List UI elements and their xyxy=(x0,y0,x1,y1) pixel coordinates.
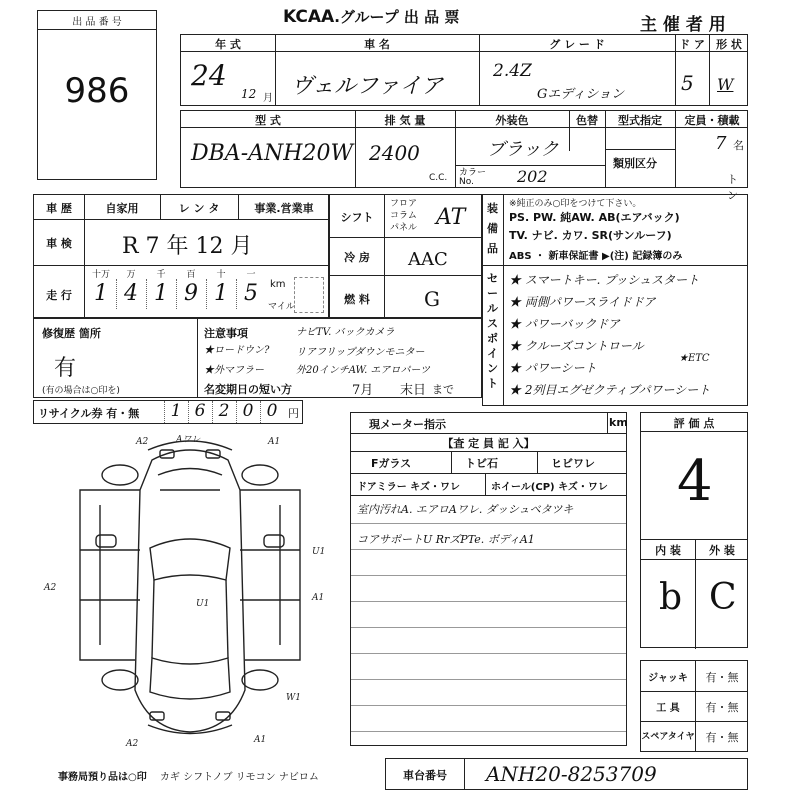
exterior-value: C xyxy=(709,577,737,618)
meter-label: 現メーター指示 xyxy=(369,418,446,431)
ac-label: 冷 房 xyxy=(344,251,370,264)
interior-value: b xyxy=(659,577,683,618)
capacity-label: 定員・積載 xyxy=(684,114,740,127)
equipment-line-3: ABS ・ 新車保証書 ▶(注) 記録簿のみ xyxy=(509,251,683,262)
mileage-digit: 1 xyxy=(214,281,228,306)
color-label: 外装色 xyxy=(495,114,529,127)
business-label: 事業.営業車 xyxy=(254,202,314,215)
mile-unit: マイル xyxy=(268,302,295,312)
repair-note: (有の場合は○印を) xyxy=(42,386,120,396)
office-items: カギ シフトノブ リモコン ナビロム xyxy=(159,772,319,783)
notes-item-5: 外20インチAW. エアロパーツ xyxy=(296,365,431,376)
color-no-value: 202 xyxy=(517,167,548,186)
mileage-digit-header: 十万 xyxy=(91,270,110,280)
mileage-digit: 9 xyxy=(184,281,198,306)
selling-point-item: ★ パワーシート xyxy=(509,361,597,375)
chassis-label: 車台番号 xyxy=(403,769,447,782)
damage-mark: W1 xyxy=(286,693,301,703)
shift-option-panel: パネル xyxy=(390,223,418,233)
mileage-label: 走 行 xyxy=(46,289,72,302)
comment-line-2: コアサポートU RrズPTe. ボディA1 xyxy=(357,533,535,546)
damage-mark: A1 xyxy=(268,437,281,447)
designation-label: 型式指定 xyxy=(618,114,662,127)
damage-mark: U1 xyxy=(196,599,210,609)
lot-number-box xyxy=(37,10,157,180)
mileage-digit-header: 百 xyxy=(186,270,196,280)
glass-label: Fガラス xyxy=(371,457,412,470)
shape-label: 形 状 xyxy=(716,38,742,51)
shape-value: W xyxy=(717,75,734,94)
chassis-table xyxy=(385,758,748,790)
tools-options: 有・無 xyxy=(705,701,739,714)
private-use-label: 自家用 xyxy=(105,202,139,215)
notes-item-3: ナビTV. バックカメラ xyxy=(296,327,395,338)
chassis-value: ANH20-8253709 xyxy=(486,762,657,786)
damage-mark: A2 xyxy=(136,437,149,447)
equipment-line-1: PS. PW. 純AW. AB(エアバック) xyxy=(509,211,680,224)
grade-value-2: Gエディション xyxy=(537,87,625,102)
recycle-digit: 0 xyxy=(266,401,278,421)
shift-value: AT xyxy=(436,205,466,230)
mileage-digit-header: 一 xyxy=(246,270,256,280)
notes-item-2: ★外マフラー xyxy=(204,365,264,376)
jack-options: 有・無 xyxy=(705,671,739,684)
etc-note: ★ETC xyxy=(679,353,710,364)
name-change-label: 名変期日の短い方 xyxy=(204,383,292,396)
cc-unit: C.C. xyxy=(429,173,448,183)
glass-crack-option: ヒビワレ xyxy=(551,457,595,470)
equipment-table xyxy=(482,194,748,406)
fuel-value: G xyxy=(424,287,440,311)
yen-unit: 円 xyxy=(288,407,299,420)
recycle-digit: 6 xyxy=(194,401,206,421)
mileage-digit: 4 xyxy=(124,281,138,306)
door-label: ド ア xyxy=(679,38,705,51)
shift-option-floor: フロア xyxy=(390,199,418,209)
selling-points-label: セールスポイント xyxy=(487,272,498,390)
recycle-digit: 2 xyxy=(218,401,230,421)
glass-chip-option: トビ石 xyxy=(465,457,498,470)
repair-label: 修復歴 箇所 xyxy=(42,327,101,340)
notes-label: 注意事項 xyxy=(204,327,248,340)
office-label: 事務局預り品は○印 xyxy=(58,772,147,783)
jack-label: ジャッキ xyxy=(648,673,688,684)
shift-table xyxy=(329,194,482,318)
repaint-label: 色替 xyxy=(576,114,598,127)
selling-point-item: ★ スマートキー. プッシュスタート xyxy=(509,273,700,287)
capacity-value: 7 xyxy=(715,133,727,154)
name-change-month: 7月 xyxy=(352,383,374,398)
equipment-side-label: 装 備 品 xyxy=(487,202,498,255)
brand-logo: KCAA xyxy=(283,7,335,27)
year-label: 年 式 xyxy=(215,38,241,51)
history-label: 車 歴 xyxy=(46,202,72,215)
mileage-digit: 1 xyxy=(94,281,108,306)
color-value: ブラック xyxy=(487,139,559,160)
notes-item-4: リアフリップダウンモニター xyxy=(296,347,425,358)
ton-unit: トン xyxy=(727,173,738,202)
spare-tire-options: 有・無 xyxy=(705,731,739,744)
mileage-digit: 1 xyxy=(154,281,168,306)
displacement-label: 排 気 量 xyxy=(384,114,426,127)
damage-mark: Aワレ xyxy=(176,435,201,445)
mileage-digit: 5 xyxy=(244,281,258,306)
inspection-value: R 7 年 12 月 xyxy=(122,234,253,259)
meter-table xyxy=(350,412,627,746)
displacement-value: 2400 xyxy=(369,141,420,165)
grade-label: グ レ ー ド xyxy=(549,38,605,51)
inspector-label: 【査 定 員 記 入】 xyxy=(442,437,535,450)
damage-mark: A2 xyxy=(126,739,139,749)
mileage-digit-header: 万 xyxy=(126,270,136,280)
score-label: 評 価 点 xyxy=(673,417,715,430)
model-type-value: DBA-ANH20W xyxy=(191,141,354,166)
form-title-text: .グループ 出 品 票 xyxy=(334,8,460,26)
year-value: 24 xyxy=(191,59,227,92)
mirror-label: ドアミラー キズ・ワレ xyxy=(357,482,460,493)
interior-label: 内 装 xyxy=(655,544,681,557)
office-note xyxy=(58,768,319,783)
equipment-note: ※純正のみ○印をつけて下さい。 xyxy=(509,199,642,209)
recycle-digit: 0 xyxy=(242,401,254,421)
row1-table xyxy=(180,34,748,106)
capacity-unit: 名 xyxy=(733,139,744,152)
damage-mark: A1 xyxy=(254,735,267,745)
inspection-label: 車 検 xyxy=(46,237,72,250)
selling-point-item: ★ クルーズコントロール xyxy=(509,339,644,353)
exterior-label: 外 装 xyxy=(709,544,735,557)
mileage-digit-header: 千 xyxy=(156,270,166,280)
name-change-suffix: まで xyxy=(432,383,454,396)
tools-label: 工 具 xyxy=(656,703,680,714)
score-value: 4 xyxy=(677,449,713,514)
organizer-label: 主 催 者 用 xyxy=(640,15,726,35)
repair-table xyxy=(33,318,482,398)
accessories-table xyxy=(640,660,748,752)
grade-value-1: 2.4Z xyxy=(493,61,532,81)
shift-label: シフト xyxy=(340,211,374,224)
history-table xyxy=(33,194,329,318)
wheel-label: ホイール(CP) キズ・ワレ xyxy=(491,482,608,493)
shift-option-column: コラム xyxy=(390,211,417,221)
meter-km-unit: km xyxy=(609,416,628,429)
selling-point-item: ★ パワーバックドア xyxy=(509,317,620,331)
category-label: 類別区分 xyxy=(613,157,657,170)
car-name-label: 車 名 xyxy=(364,38,390,51)
damage-mark: U1 xyxy=(312,547,326,557)
fuel-label: 燃 料 xyxy=(344,293,370,306)
equipment-line-2: TV. ナビ. カワ. SR(サンルーフ) xyxy=(509,229,672,242)
spare-tire-label: スペアタイヤ xyxy=(641,732,695,742)
recycle-digit: 1 xyxy=(170,401,182,421)
comment-line-1: 室内汚れA. エアロAワレ. ダッシュベタツキ xyxy=(357,503,574,516)
color-no-label: カラー No. xyxy=(459,168,487,187)
door-value: 5 xyxy=(681,71,694,95)
form-title xyxy=(283,6,459,27)
ac-value: AAC xyxy=(408,249,448,270)
damage-mark: A2 xyxy=(44,583,57,593)
month-unit: 月 xyxy=(263,93,273,104)
month-value: 12 xyxy=(241,87,257,101)
rental-label: レ ン タ xyxy=(178,202,220,215)
name-change-day: 末日 xyxy=(400,383,427,398)
damage-mark: A1 xyxy=(312,593,325,603)
row2-table xyxy=(180,110,748,202)
km-unit: km xyxy=(270,279,286,290)
lot-number-value: 986 xyxy=(64,71,130,111)
selling-point-item: ★ 2列目エグゼクティブパワーシート xyxy=(509,383,711,397)
selling-point-item: ★ 両側パワースライドドア xyxy=(509,295,656,309)
car-diagram xyxy=(40,430,340,750)
recycle-table xyxy=(33,400,303,424)
recycle-label: リサイクル券 有・無 xyxy=(38,407,140,420)
lot-number-label: 出 品 番 号 xyxy=(72,16,122,28)
mileage-digit-header: 十 xyxy=(216,270,226,280)
score-table xyxy=(640,412,748,648)
car-name-value: ヴェルファイア xyxy=(291,74,444,99)
repair-value: 有 xyxy=(54,356,77,381)
notes-item-1: ★ロードウン? xyxy=(204,345,270,356)
type-label: 型 式 xyxy=(255,114,281,127)
